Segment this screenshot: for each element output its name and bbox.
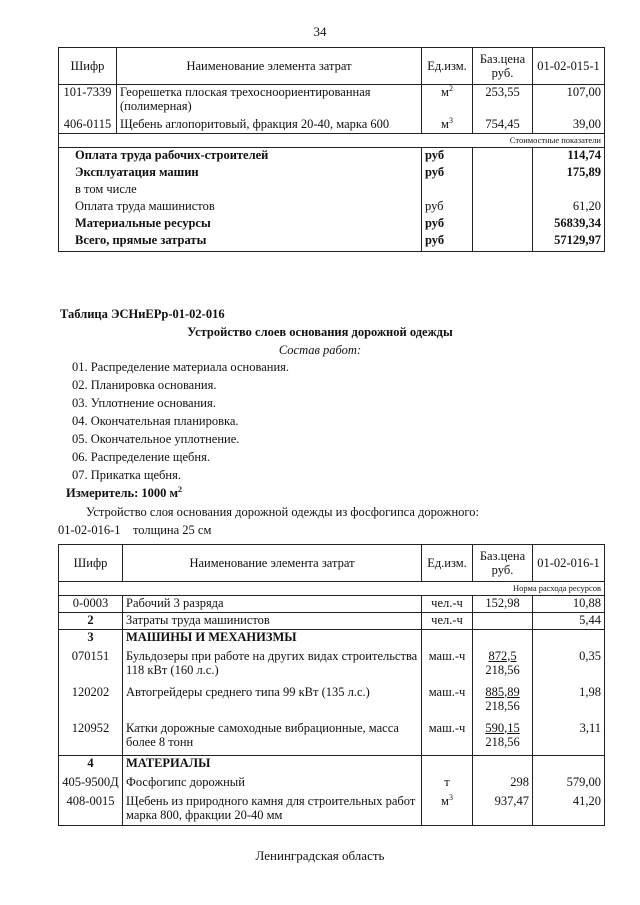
- work-item: 03. Уплотнение основания.: [72, 396, 216, 410]
- header-name: Наименование элемента затрат: [123, 545, 422, 582]
- norm-code-line: 01-02-016-1 толщина 25 см: [58, 523, 212, 537]
- summary-row: [59, 216, 605, 233]
- header-code: Шифр: [59, 48, 117, 85]
- work-item: 05. Окончательное уплотнение.: [72, 432, 240, 446]
- row-unit: чел.-ч: [422, 613, 473, 630]
- row-code: 120202: [59, 685, 123, 721]
- row-value: 5,44: [533, 613, 605, 630]
- row-name: Щебень аглопоритовый, фракция 20-40, марка 600: [117, 117, 422, 134]
- summary-unit: руб: [422, 216, 473, 233]
- row-value: 0,35: [533, 649, 605, 685]
- section-heading: МАТЕРИАЛЫ: [123, 756, 422, 775]
- row-price: 872,5 218,56: [473, 649, 533, 685]
- row-unit: $м^3$: [422, 794, 473, 826]
- page-footer: Ленинградская область: [255, 848, 385, 863]
- work-description: Устройство слоя основания дорожной одежды из фосфогипса дорожного:: [86, 505, 479, 519]
- cost-indicators-subheader-row: [59, 134, 605, 148]
- summary-value: 114,74: [533, 148, 605, 165]
- row-name: Затраты труда машинистов: [123, 613, 422, 630]
- summary-unit: руб: [422, 165, 473, 182]
- row-code: 406-0115: [59, 117, 117, 134]
- row-code: 408-0015: [59, 794, 123, 826]
- summary-value: 61,20: [533, 199, 605, 216]
- section-row: [59, 630, 605, 649]
- row-name: Автогрейдеры среднего типа 99 кВт (135 л.с.): [123, 685, 422, 721]
- table-row: [59, 685, 605, 721]
- row-unit: т: [422, 775, 473, 794]
- summary-name: Эксплуатация машин: [59, 165, 422, 182]
- summary-unit: руб: [422, 148, 473, 165]
- row-name: Щебень из природного камня для строительных работ марка 800, фракции 20-40 мм: [123, 794, 422, 826]
- summary-name: Оплата труда рабочих-строителей: [59, 148, 422, 165]
- work-item: 02. Планировка основания.: [72, 378, 217, 392]
- header-unit: Ед.изм.: [422, 545, 473, 582]
- row-code: 0-0003: [59, 596, 123, 613]
- cost-indicators-label: Стоимостные показатели: [473, 134, 605, 148]
- table-row: [59, 613, 605, 630]
- summary-value: 57129,97: [533, 233, 605, 252]
- table-header: [59, 48, 605, 85]
- table-header: [59, 545, 605, 582]
- row-price: 754,45: [473, 117, 533, 134]
- composition-heading: Состав работ:: [278, 343, 362, 357]
- resource-table-016: [58, 544, 605, 826]
- row-name: Георешетка плоская трехосноориентированная (полимерная): [117, 85, 422, 117]
- norm-label: Норма расхода ресурсов: [473, 582, 605, 596]
- summary-name: Оплата труда машинистов: [59, 199, 422, 216]
- row-name: Катки дорожные самоходные вибрационные, масса более 8 тонн: [123, 721, 422, 756]
- table-row: [59, 85, 605, 117]
- header-norm: 01-02-016-1: [533, 545, 605, 582]
- row-price: 937,47: [473, 794, 533, 826]
- summary-row: [59, 199, 605, 216]
- work-item: 01. Распределение материала основания.: [72, 360, 290, 374]
- row-unit: $м^2$: [422, 85, 473, 117]
- table-row: [59, 721, 605, 756]
- row-code: 070151: [59, 649, 123, 685]
- row-unit: маш.-ч: [422, 721, 473, 756]
- row-code: 405-9500Д: [59, 775, 123, 794]
- row-value: 39,00: [533, 117, 605, 134]
- section-subtitle: Устройство слоев основания дорожной одежды: [187, 325, 453, 339]
- header-unit: Ед.изм.: [422, 48, 473, 85]
- table-title: Таблица ЭСНиЕРр-01-02-016: [60, 307, 225, 321]
- row-unit: маш.-ч: [422, 649, 473, 685]
- header-code: Шифр: [59, 545, 123, 582]
- work-item: 04. Окончательная планировка.: [72, 414, 239, 428]
- table-row: [59, 794, 605, 826]
- header-price: Баз.цена руб.: [473, 545, 533, 582]
- summary-value: 175,89: [533, 165, 605, 182]
- row-price: 152,98: [473, 596, 533, 613]
- table-row: [59, 117, 605, 134]
- row-value: 10,88: [533, 596, 605, 613]
- norm-subheader-row: [59, 582, 605, 596]
- measure-unit: Измеритель: 1000 $м^2$: [66, 484, 183, 500]
- summary-name: в том числе: [59, 182, 422, 199]
- row-value: 41,20: [533, 794, 605, 826]
- row-code: 2: [59, 613, 123, 630]
- work-item: 06. Распределение щебня.: [72, 450, 210, 464]
- summary-value: 56839,34: [533, 216, 605, 233]
- row-name: Фосфогипс дорожный: [123, 775, 422, 794]
- table-row: [59, 596, 605, 613]
- row-price: [473, 613, 533, 630]
- row-price: 253,55: [473, 85, 533, 117]
- summary-name: Материальные ресурсы: [59, 216, 422, 233]
- summary-row: [59, 233, 605, 252]
- row-price: 298: [473, 775, 533, 794]
- row-price: 590,15 218,56: [473, 721, 533, 756]
- summary-row: [59, 148, 605, 165]
- section-heading: МАШИНЫ И МЕХАНИЗМЫ: [123, 630, 422, 649]
- summary-name: Всего, прямые затраты: [59, 233, 422, 252]
- row-unit: маш.-ч: [422, 685, 473, 721]
- header-name: Наименование элемента затрат: [117, 48, 422, 85]
- row-name: Рабочий 3 разряда: [123, 596, 422, 613]
- page-number: 34: [313, 24, 327, 39]
- header-price: Баз.цена руб.: [473, 48, 533, 85]
- row-name: Бульдозеры при работе на других видах строительства 118 кВт (160 л.с.): [123, 649, 422, 685]
- summary-unit: руб: [422, 233, 473, 252]
- row-value: 107,00: [533, 85, 605, 117]
- row-unit: чел.-ч: [422, 596, 473, 613]
- work-item: 07. Прикатка щебня.: [72, 468, 181, 482]
- row-code: 120952: [59, 721, 123, 756]
- row-code: 4: [59, 756, 123, 775]
- row-unit: $м^3$: [422, 117, 473, 134]
- table-row: [59, 649, 605, 685]
- row-price: 885,89 218,56: [473, 685, 533, 721]
- section-row: [59, 756, 605, 775]
- row-code: 3: [59, 630, 123, 649]
- row-value: 1,98: [533, 685, 605, 721]
- summary-row: [59, 165, 605, 182]
- summary-row: [59, 182, 605, 199]
- header-norm: 01-02-015-1: [533, 48, 605, 85]
- resource-table-015: [58, 47, 605, 252]
- row-value: 579,00: [533, 775, 605, 794]
- summary-unit: руб: [422, 199, 473, 216]
- row-value: 3,11: [533, 721, 605, 756]
- table-row: [59, 775, 605, 794]
- row-code: 101-7339: [59, 85, 117, 117]
